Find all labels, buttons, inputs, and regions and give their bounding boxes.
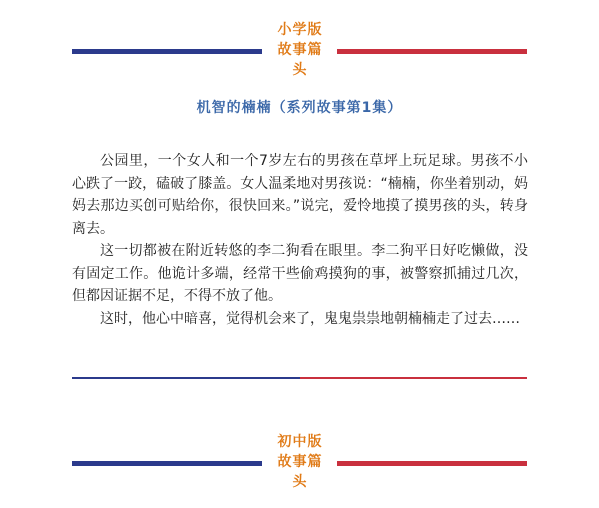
section-divider [72,377,527,379]
section-header-middle-school [72,432,527,492]
header-line-left [72,461,262,466]
story-title: 机智的楠楠（系列故事第1集） [196,100,403,116]
story-body [72,150,528,330]
story-paragraph: 这一切都被在附近转悠的李二狗看在眼里。李二狗平日好吃懒做，没有固定工作。他诡计多端，经常干些偷鸡摸狗的事，被警察抓捕过几次，但都因证据不足，不得不放了他。 [72,243,528,304]
section-title [270,20,330,80]
header-line-right [337,49,527,54]
header-line-left [72,49,262,54]
section-title-line: 初中版 [277,434,323,450]
story-paragraph: 这时，他心中暗喜，觉得机会来了，鬼鬼祟祟地朝楠楠走了过去…… [100,310,520,327]
section-title-line: 头 [292,474,308,490]
divider-right [300,377,527,379]
section-title-line: 故事篇 [277,454,323,470]
section-title [270,432,330,492]
section-header-primary [72,20,527,80]
divider-left [72,377,300,379]
section-title-line: 故事篇 [277,42,323,58]
section-title-line: 小学版 [277,22,323,38]
section-title-line: 头 [292,62,308,78]
story-paragraph: 公园里，一个女人和一个7岁左右的男孩在草坪上玩足球。男孩不小心跌了一跤，磕破了膝盖。女人温柔地对男孩说：“楠楠，你坐着别动，妈妈去那边买创可贴给你，很快回来。”说完，爱怜地摸了摸男孩的头，转身离去。 [72,153,528,237]
header-line-right [337,461,527,466]
